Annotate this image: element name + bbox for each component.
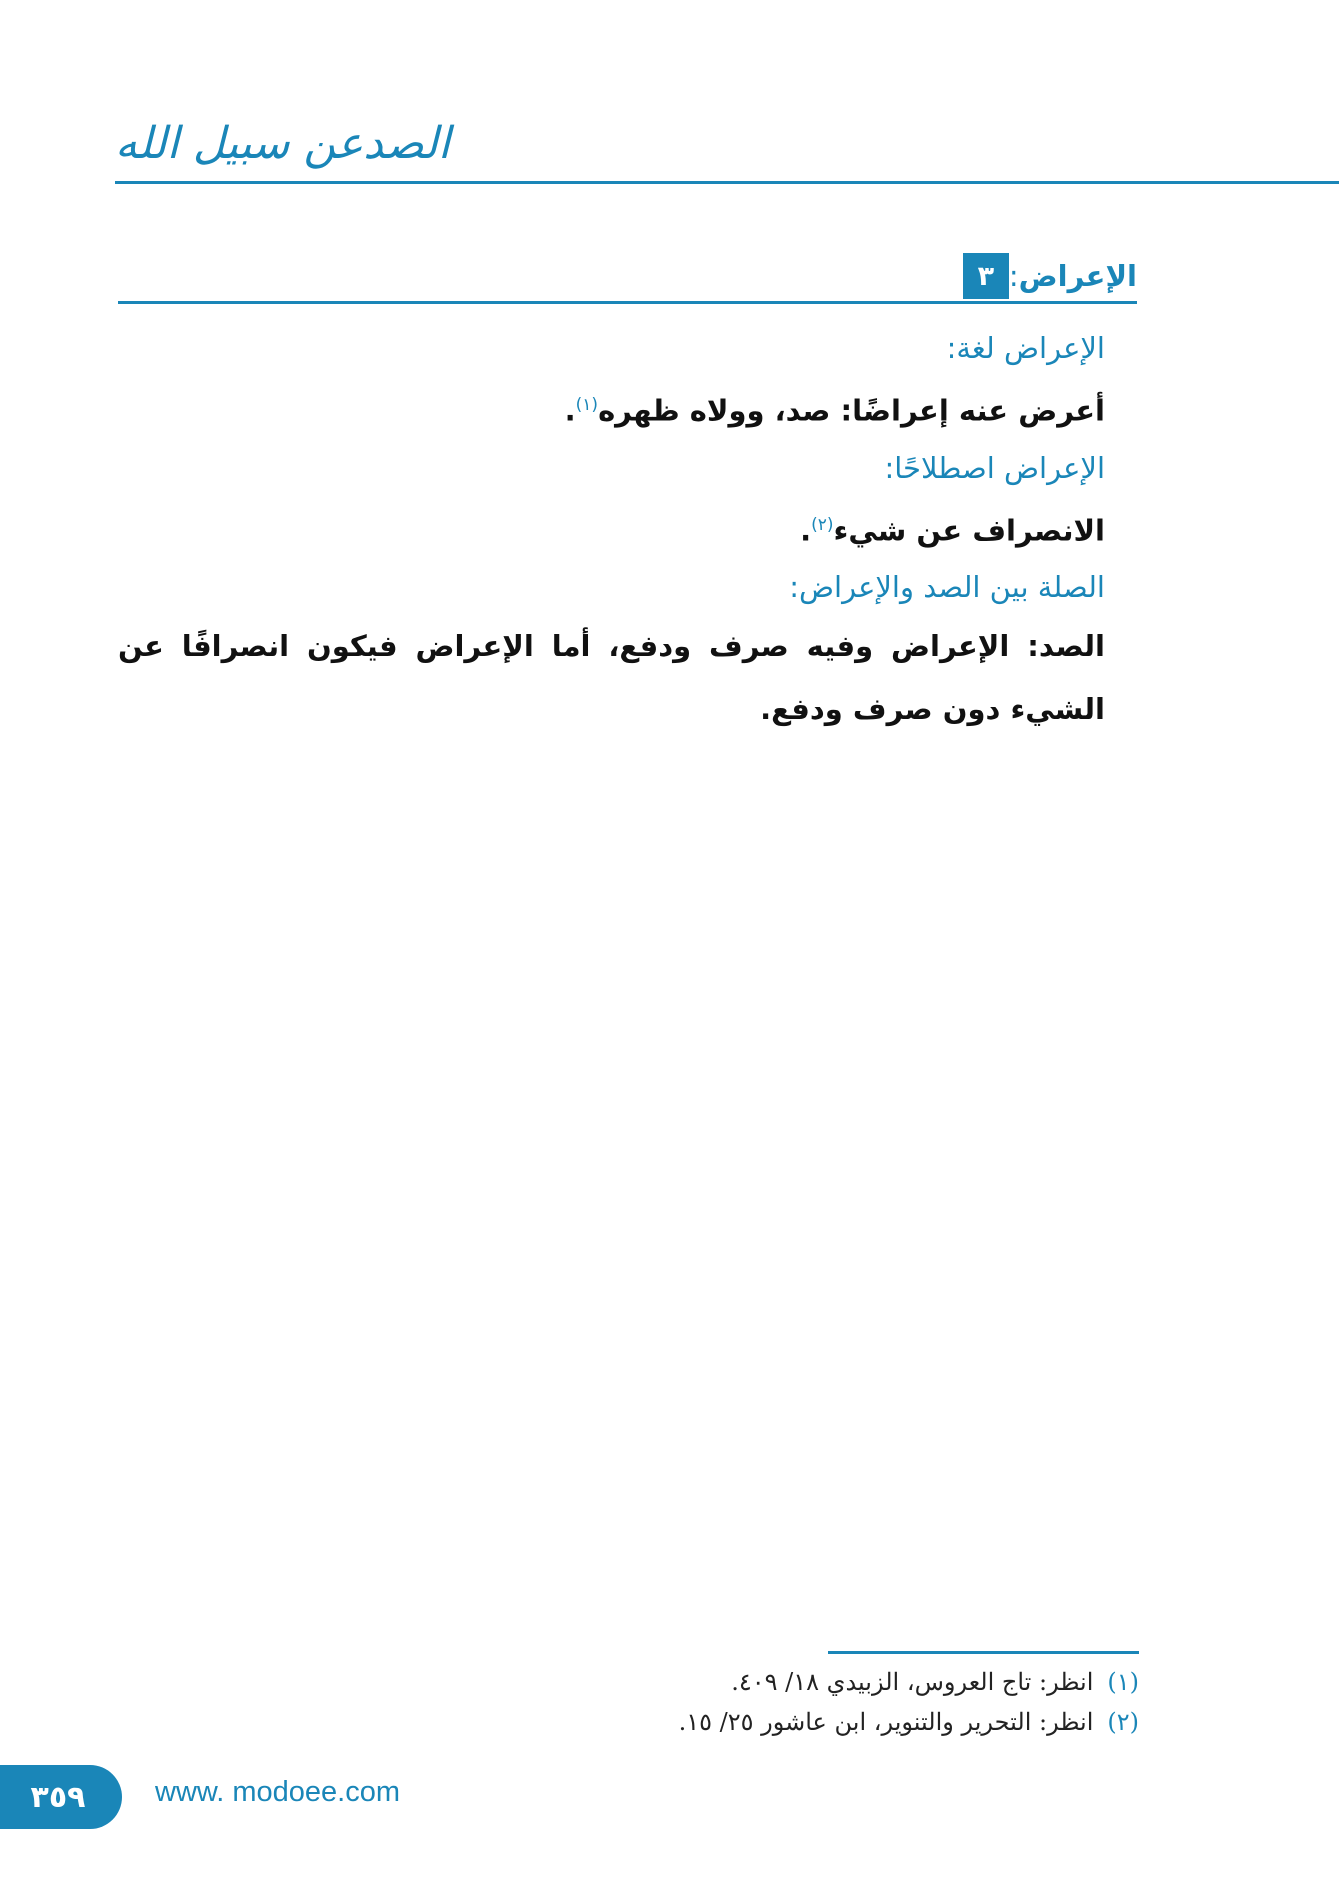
footnote-text: انظر: التحرير والتنوير، ابن عاشور ٢٥/ ١٥. <box>678 1708 1094 1736</box>
footnotes <box>439 1662 1139 1742</box>
section-number-badge: ٣ <box>963 253 1009 299</box>
body-text <box>118 320 1105 741</box>
paragraph-technical-text: الانصراف عن شيء <box>833 513 1105 548</box>
paragraph-linguistic-end: . <box>564 393 576 428</box>
footnote-1 <box>439 1662 1139 1702</box>
footnote-ref-2[interactable]: (٢) <box>811 514 834 535</box>
footnote-2 <box>439 1702 1139 1742</box>
footnote-number: (١) <box>1107 1668 1139 1696</box>
page-number: ٣٥٩ <box>30 1779 86 1815</box>
section-rule <box>118 301 1137 304</box>
paragraph-technical <box>118 496 1105 560</box>
site-url-link[interactable]: www. modoee.com <box>155 1776 400 1808</box>
footnote-number: (٢) <box>1107 1708 1139 1736</box>
footnote-text: انظر: تاج العروس، الزبيدي ١٨/ ٤٠٩. <box>731 1668 1094 1696</box>
paragraph-linguistic <box>118 376 1105 440</box>
subhead-linguistic: الإعراض لغة: <box>946 331 1105 365</box>
footnote-rule <box>828 1651 1139 1654</box>
running-title: الصدعن سبيل الله <box>115 118 451 169</box>
paragraph-technical-end: . <box>800 513 812 548</box>
section-title-text: الإعراض <box>1018 259 1137 293</box>
subhead-technical: الإعراض اصطلاحًا: <box>884 450 1105 485</box>
footnote-ref-1[interactable]: (١) <box>575 395 599 415</box>
subhead-relation: الصلة بين الصد والإعراض: <box>789 570 1105 605</box>
section-heading <box>951 253 1137 299</box>
section-title <box>1009 259 1137 293</box>
page-number-tab <box>0 1765 122 1829</box>
section-title-colon: : <box>1008 259 1019 293</box>
paragraph-linguistic-text: أعرض عنه إعراضًا: صد، وولاه ظهره <box>598 393 1105 428</box>
header-rule <box>115 181 1339 184</box>
paragraph-relation: الصد: الإعراض وفيه صرف ودفع، أما الإعراض فيكون انصرافًا عن الشيء دون صرف ودفع. <box>118 629 1105 727</box>
